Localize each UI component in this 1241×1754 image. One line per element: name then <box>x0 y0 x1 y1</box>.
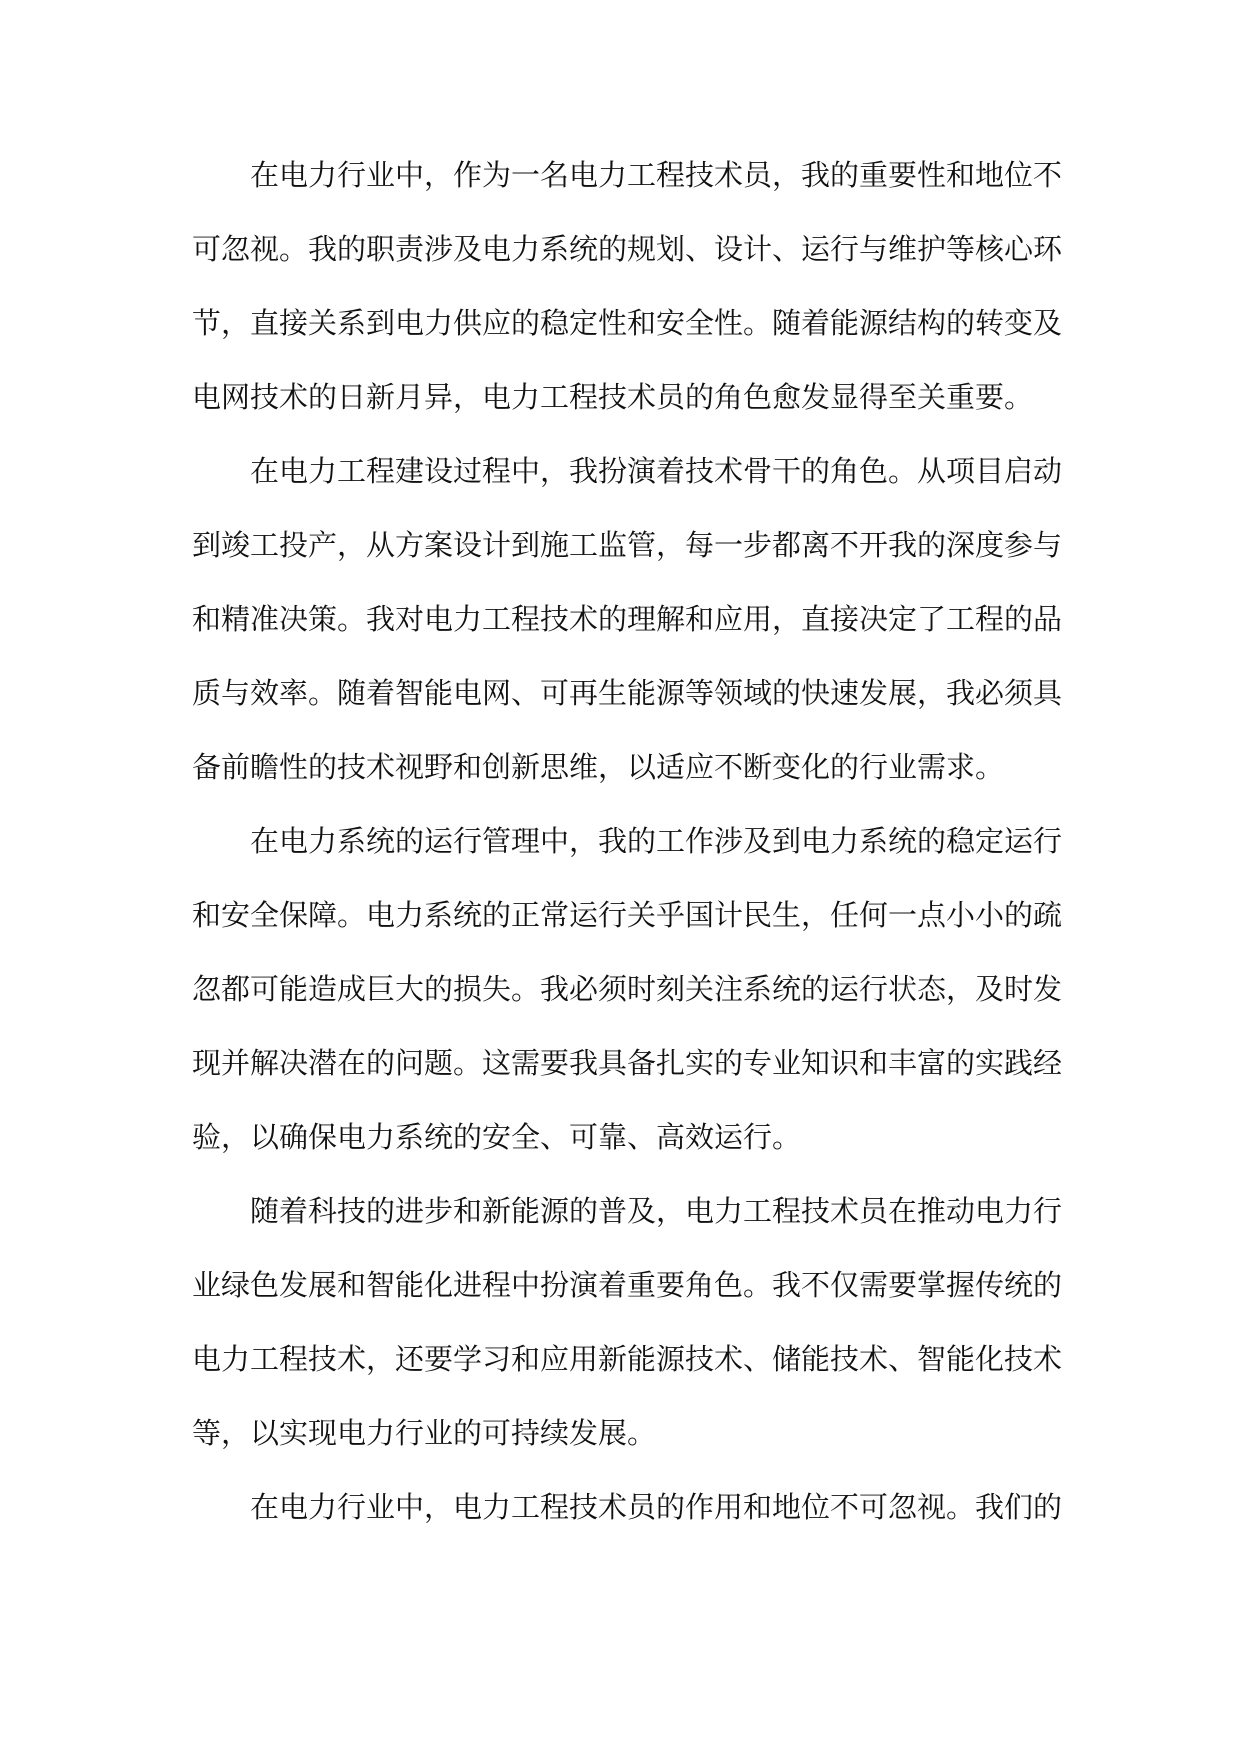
text-line: 节，直接关系到电力供应的稳定性和安全性。随着能源结构的转变及 <box>192 306 1063 340</box>
text-line: 质与效率。随着智能电网、可再生能源等领域的快速发展，我必须具 <box>192 676 1063 710</box>
text-line: 可忽视。我的职责涉及电力系统的规划、设计、运行与维护等核心环 <box>192 232 1063 266</box>
text-line: 现并解决潜在的问题。这需要我具备扎实的专业知识和丰富的实践经 <box>192 1046 1063 1080</box>
text-line: 电力工程技术，还要学习和应用新能源技术、储能技术、智能化技术 <box>192 1342 1063 1376</box>
text-line: 电网技术的日新月异，电力工程技术员的角色愈发显得至关重要。 <box>192 380 1034 414</box>
text-line: 在电力行业中，作为一名电力工程技术员，我的重要性和地位不 <box>250 158 1063 192</box>
paragraph <box>192 138 1063 434</box>
text-line: 到竣工投产，从方案设计到施工监管，每一步都离不开我的深度参与 <box>192 528 1063 562</box>
paragraph <box>192 1174 1063 1470</box>
paragraph <box>192 434 1063 804</box>
text-line: 和安全保障。电力系统的正常运行关乎国计民生，任何一点小小的疏 <box>192 898 1063 932</box>
text-line: 验，以确保电力系统的安全、可靠、高效运行。 <box>192 1120 802 1154</box>
text-line: 在电力系统的运行管理中，我的工作涉及到电力系统的稳定运行 <box>250 824 1063 858</box>
text-line: 等，以实现电力行业的可持续发展。 <box>192 1416 657 1450</box>
paragraph <box>192 804 1063 1174</box>
text-line: 在电力工程建设过程中，我扮演着技术骨干的角色。从项目启动 <box>250 454 1063 488</box>
text-line: 备前瞻性的技术视野和创新思维，以适应不断变化的行业需求。 <box>192 750 1005 784</box>
text-line: 业绿色发展和智能化进程中扮演着重要角色。我不仅需要掌握传统的 <box>192 1268 1063 1302</box>
text-line: 忽都可能造成巨大的损失。我必须时刻关注系统的运行状态，及时发 <box>192 972 1063 1006</box>
text-line: 和精准决策。我对电力工程技术的理解和应用，直接决定了工程的品 <box>192 602 1063 636</box>
text-line: 随着科技的进步和新能源的普及，电力工程技术员在推动电力行 <box>250 1194 1063 1228</box>
text-line: 在电力行业中，电力工程技术员的作用和地位不可忽视。我们的 <box>250 1490 1063 1524</box>
body-text <box>192 138 1063 1544</box>
paragraph <box>192 1470 1063 1544</box>
